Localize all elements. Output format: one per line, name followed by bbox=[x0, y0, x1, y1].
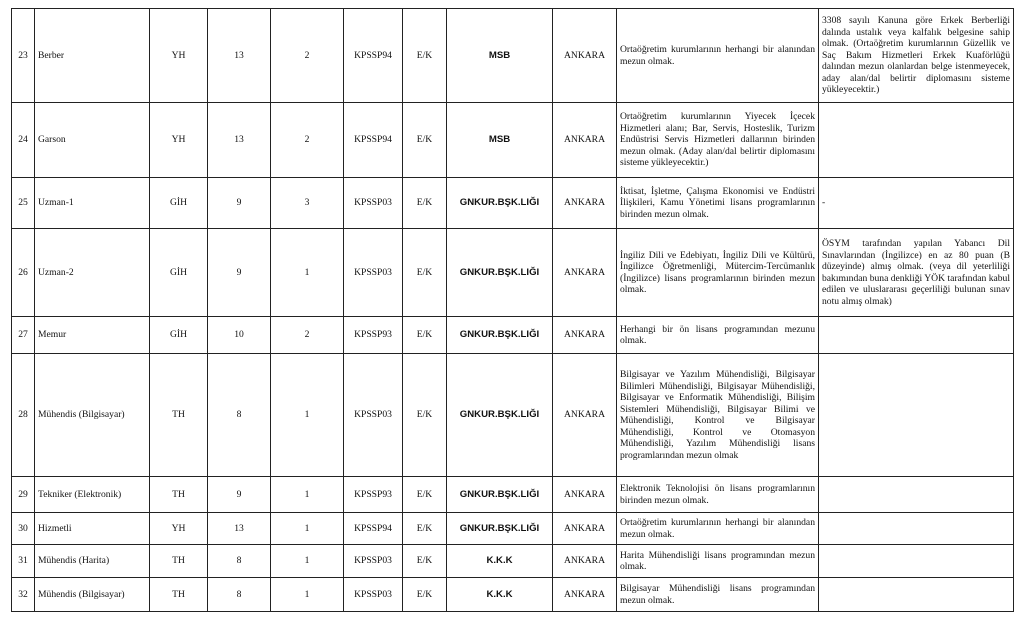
grade: 8 bbox=[208, 545, 271, 578]
quota: 1 bbox=[271, 229, 344, 317]
education-requirement: İngiliz Dili ve Edebiyatı, İngiliz Dili ve Kültürü, İngilizce Öğretmenliği, Mütercim-Tercümanlık (İngilizce) lisans programlarının birinden mezun olmak. bbox=[617, 229, 819, 317]
gender: E/K bbox=[403, 317, 447, 354]
row-number: 23 bbox=[12, 9, 35, 103]
row-number: 25 bbox=[12, 178, 35, 229]
quota: 1 bbox=[271, 513, 344, 545]
city: ANKARA bbox=[553, 477, 617, 513]
quota: 1 bbox=[271, 545, 344, 578]
service-class: YH bbox=[150, 513, 208, 545]
institution: GNKUR.BŞK.LIĞI bbox=[447, 229, 553, 317]
score-type: KPSSP03 bbox=[344, 578, 403, 612]
additional-requirement: ÖSYM tarafından yapılan Yabancı Dil Sınavlarından (İngilizce) en az 80 puan (B düzeyinde) almış olmak. (veya dil yeterliliği bakımından buna denkliği YÖK tarafından kabul edilen ve uluslararası geçerliliği bulunan sınav notu almış olmak) bbox=[819, 229, 1014, 317]
table-row bbox=[12, 354, 1014, 477]
education-requirement: Herhangi bir ön lisans programından mezunu olmak. bbox=[617, 317, 819, 354]
service-class: YH bbox=[150, 9, 208, 103]
score-type: KPSSP94 bbox=[344, 9, 403, 103]
row-number: 27 bbox=[12, 317, 35, 354]
additional-requirement bbox=[819, 477, 1014, 513]
city: ANKARA bbox=[553, 229, 617, 317]
grade: 8 bbox=[208, 578, 271, 612]
row-number: 29 bbox=[12, 477, 35, 513]
service-class: GİH bbox=[150, 178, 208, 229]
city: ANKARA bbox=[553, 513, 617, 545]
service-class: TH bbox=[150, 354, 208, 477]
score-type: KPSSP03 bbox=[344, 545, 403, 578]
table-row bbox=[12, 229, 1014, 317]
service-class: GİH bbox=[150, 317, 208, 354]
position-title: Garson bbox=[35, 103, 150, 178]
gender: E/K bbox=[403, 103, 447, 178]
city: ANKARA bbox=[553, 317, 617, 354]
education-requirement: Elektronik Teknolojisi ön lisans programlarının birinden mezun olmak. bbox=[617, 477, 819, 513]
service-class: TH bbox=[150, 545, 208, 578]
institution: K.K.K bbox=[447, 578, 553, 612]
gender: E/K bbox=[403, 178, 447, 229]
grade: 13 bbox=[208, 513, 271, 545]
institution: GNKUR.BŞK.LIĞI bbox=[447, 317, 553, 354]
score-type: KPSSP94 bbox=[344, 103, 403, 178]
service-class: TH bbox=[150, 578, 208, 612]
additional-requirement bbox=[819, 513, 1014, 545]
quota: 1 bbox=[271, 354, 344, 477]
gender: E/K bbox=[403, 354, 447, 477]
gender: E/K bbox=[403, 578, 447, 612]
additional-requirement bbox=[819, 317, 1014, 354]
position-title: Berber bbox=[35, 9, 150, 103]
position-title: Mühendis (Bilgisayar) bbox=[35, 578, 150, 612]
score-type: KPSSP93 bbox=[344, 477, 403, 513]
city: ANKARA bbox=[553, 545, 617, 578]
service-class: YH bbox=[150, 103, 208, 178]
city: ANKARA bbox=[553, 354, 617, 477]
city: ANKARA bbox=[553, 578, 617, 612]
grade: 13 bbox=[208, 9, 271, 103]
gender: E/K bbox=[403, 513, 447, 545]
additional-requirement: - bbox=[819, 178, 1014, 229]
city: ANKARA bbox=[553, 103, 617, 178]
gender: E/K bbox=[403, 9, 447, 103]
service-class: TH bbox=[150, 477, 208, 513]
grade: 13 bbox=[208, 103, 271, 178]
row-number: 32 bbox=[12, 578, 35, 612]
positions-table bbox=[11, 8, 1014, 612]
gender: E/K bbox=[403, 477, 447, 513]
education-requirement: Ortaöğretim kurumlarının herhangi bir alanından mezun olmak. bbox=[617, 513, 819, 545]
grade: 8 bbox=[208, 354, 271, 477]
grade: 9 bbox=[208, 229, 271, 317]
table-row bbox=[12, 317, 1014, 354]
institution: GNKUR.BŞK.LIĞI bbox=[447, 513, 553, 545]
grade: 9 bbox=[208, 477, 271, 513]
institution: GNKUR.BŞK.LIĞI bbox=[447, 477, 553, 513]
additional-requirement: 3308 sayılı Kanuna göre Erkek Berberliği dalında ustalık veya kalfalık belgesine sahip olmak. (Ortaöğretim kurumlarının Güzellik ve Saç Bakım Hizmetleri Erkek Kuaförlüğü dalından mezun olanlardan belge istenmeyecek, aday alan/dal belirtir diplomasını sisteme yükleyecektir.) bbox=[819, 9, 1014, 103]
table-row bbox=[12, 477, 1014, 513]
additional-requirement bbox=[819, 103, 1014, 178]
education-requirement: Bilgisayar Mühendisliği lisans programından mezun olmak. bbox=[617, 578, 819, 612]
gender: E/K bbox=[403, 545, 447, 578]
position-title: Mühendis (Harita) bbox=[35, 545, 150, 578]
additional-requirement bbox=[819, 578, 1014, 612]
row-number: 26 bbox=[12, 229, 35, 317]
city: ANKARA bbox=[553, 178, 617, 229]
position-title: Uzman-2 bbox=[35, 229, 150, 317]
institution: GNKUR.BŞK.LIĞI bbox=[447, 178, 553, 229]
position-title: Tekniker (Elektronik) bbox=[35, 477, 150, 513]
education-requirement: Ortaöğretim kurumlarının herhangi bir alanından mezun olmak. bbox=[617, 9, 819, 103]
table-row bbox=[12, 178, 1014, 229]
grade: 10 bbox=[208, 317, 271, 354]
quota: 2 bbox=[271, 317, 344, 354]
table-row bbox=[12, 103, 1014, 178]
score-type: KPSSP03 bbox=[344, 354, 403, 477]
table-row bbox=[12, 513, 1014, 545]
education-requirement: Harita Mühendisliği lisans programından mezun olmak. bbox=[617, 545, 819, 578]
gender: E/K bbox=[403, 229, 447, 317]
row-number: 31 bbox=[12, 545, 35, 578]
position-title: Memur bbox=[35, 317, 150, 354]
score-type: KPSSP03 bbox=[344, 178, 403, 229]
institution: K.K.K bbox=[447, 545, 553, 578]
education-requirement: Ortaöğretim kurumlarının Yiyecek İçecek Hizmetleri alanı; Bar, Servis, Hosteslik, Turizm Endüstrisi Servis Hizmetleri dallarının birinden mezun olmak. (Aday alan/dal belirtir diplomasını sisteme yükleyecektir.) bbox=[617, 103, 819, 178]
score-type: KPSSP93 bbox=[344, 317, 403, 354]
institution: MSB bbox=[447, 103, 553, 178]
quota: 2 bbox=[271, 9, 344, 103]
score-type: KPSSP03 bbox=[344, 229, 403, 317]
position-title: Uzman-1 bbox=[35, 178, 150, 229]
education-requirement: Bilgisayar ve Yazılım Mühendisliği, Bilgisayar Bilimleri Mühendisliği, Bilgisayar Mühendisliği, Bilgisayar ve Enformatik Mühendisliği, Bilişim Sistemleri Mühendisliği, Bilgisayar Bilimi ve Mühendisliği, Kontrol ve Bilgisayar Mühendisliği, Kontrol ve Otomasyon Mühendisliği, Yazılım Mühendisliği lisans programlarından mezun olmak bbox=[617, 354, 819, 477]
education-requirement: İktisat, İşletme, Çalışma Ekonomisi ve Endüstri İlişkileri, Kamu Yönetimi lisans programlarının birinden mezun olmak. bbox=[617, 178, 819, 229]
table-row bbox=[12, 9, 1014, 103]
row-number: 30 bbox=[12, 513, 35, 545]
row-number: 24 bbox=[12, 103, 35, 178]
quota: 2 bbox=[271, 103, 344, 178]
quota: 3 bbox=[271, 178, 344, 229]
institution: GNKUR.BŞK.LIĞI bbox=[447, 354, 553, 477]
quota: 1 bbox=[271, 578, 344, 612]
score-type: KPSSP94 bbox=[344, 513, 403, 545]
quota: 1 bbox=[271, 477, 344, 513]
position-title: Mühendis (Bilgisayar) bbox=[35, 354, 150, 477]
row-number: 28 bbox=[12, 354, 35, 477]
additional-requirement bbox=[819, 545, 1014, 578]
city: ANKARA bbox=[553, 9, 617, 103]
position-title: Hizmetli bbox=[35, 513, 150, 545]
table-row bbox=[12, 545, 1014, 578]
additional-requirement bbox=[819, 354, 1014, 477]
grade: 9 bbox=[208, 178, 271, 229]
service-class: GİH bbox=[150, 229, 208, 317]
institution: MSB bbox=[447, 9, 553, 103]
table-row bbox=[12, 578, 1014, 612]
